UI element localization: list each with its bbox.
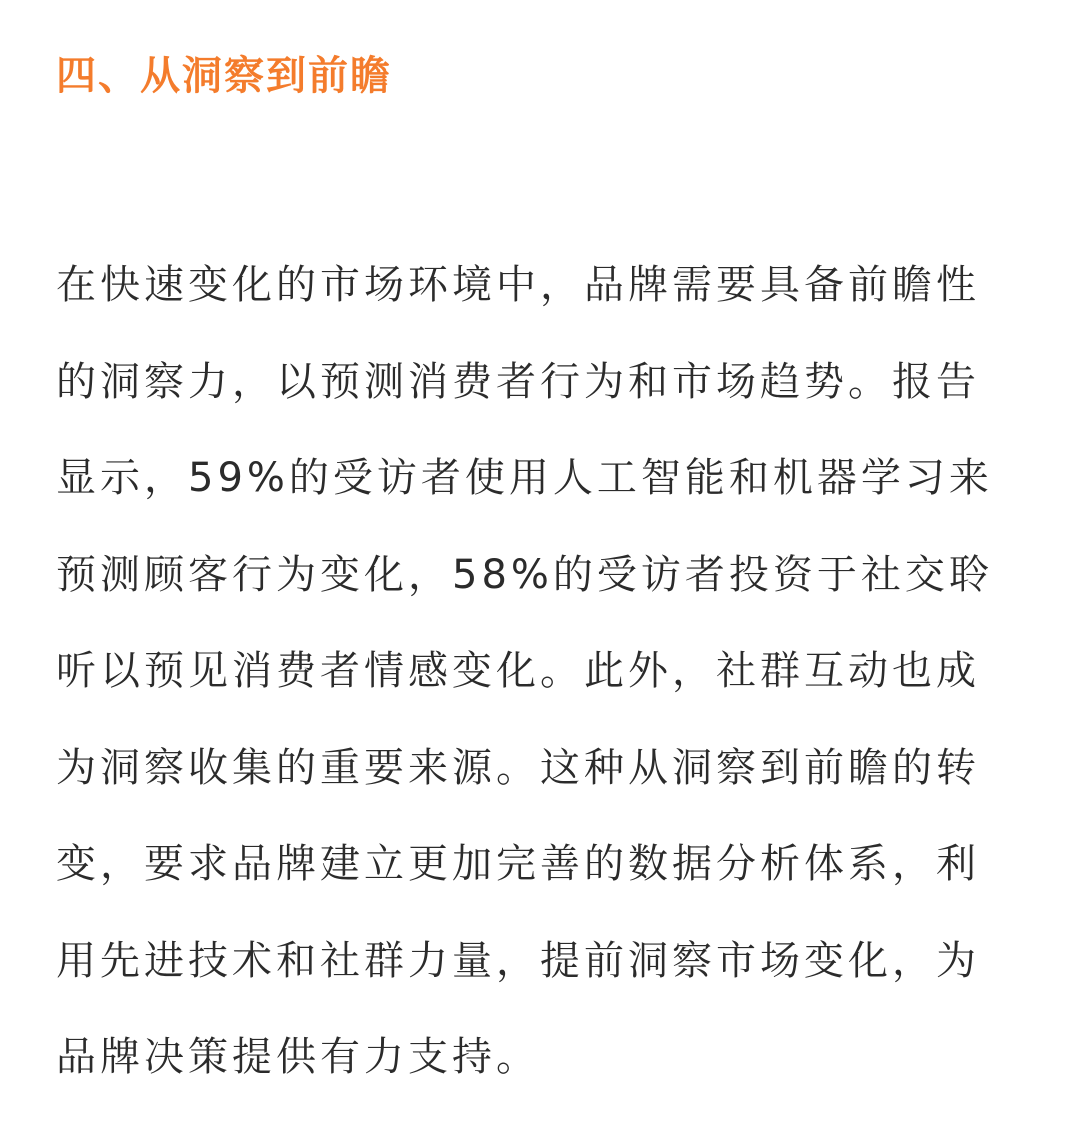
paragraph-line: 显示，59%的受访者使用人工智能和机器学习来 [56, 455, 993, 501]
paragraph-line: 预测顾客行为变化，58%的受访者投资于社交聆 [56, 551, 993, 598]
paragraph-line: 为洞察收集的重要来源。这种从洞察到前瞻的转 [56, 744, 980, 791]
paragraph-line: 品牌决策提供有力支持。 [56, 1034, 540, 1080]
body-paragraph [56, 259, 996, 1128]
paragraph-line: 听以预见消费者情感变化。此外，社群互动也成 [56, 648, 980, 694]
paragraph-line: 在快速变化的市场环境中，品牌需要具备前瞻性 [56, 262, 980, 308]
paragraph-line: 变，要求品牌建立更加完善的数据分析体系，利 [56, 841, 980, 887]
paragraph-line: 用先进技术和社群力量，提前洞察市场变化，为 [56, 937, 980, 984]
paragraph-line: 的洞察力，以预测消费者行为和市场趋势。报告 [56, 358, 980, 405]
section-heading: 四、从洞察到前瞻 [56, 53, 392, 99]
